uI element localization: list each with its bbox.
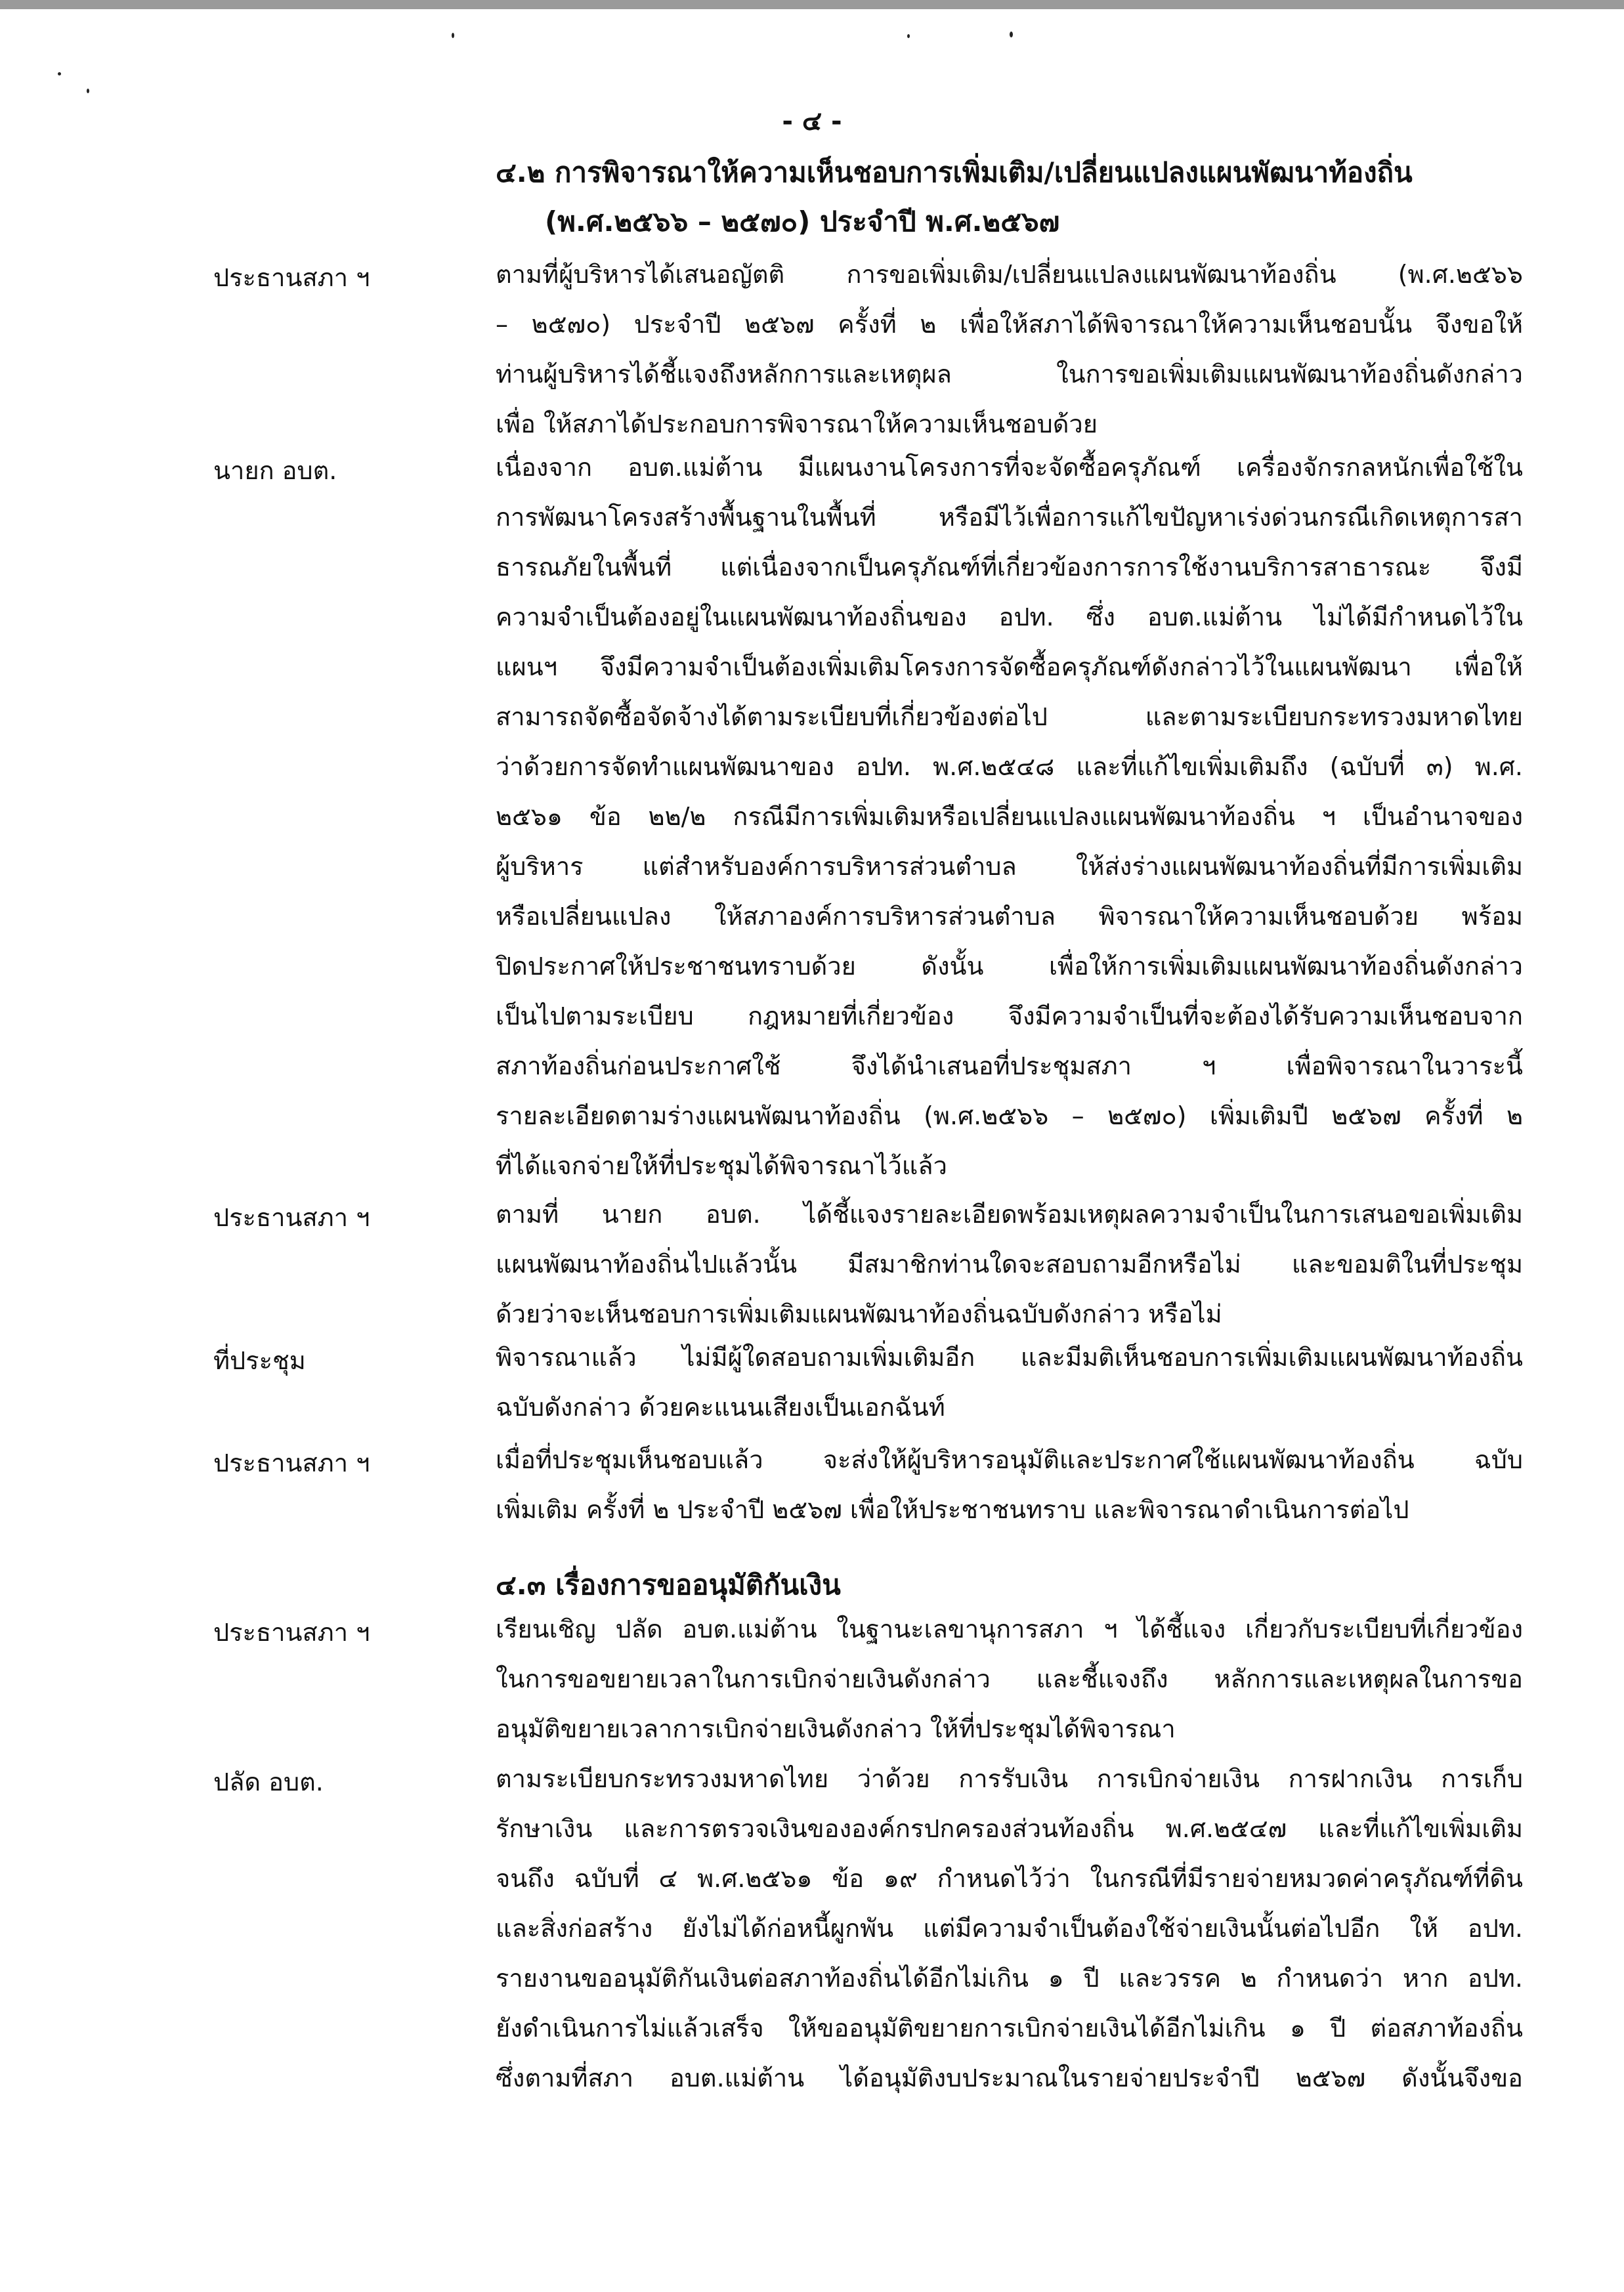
entry-text [496, 249, 1523, 449]
scan-speck [907, 34, 910, 38]
scan-edge-band [0, 0, 1624, 9]
text-line: สามารถจัดซื้อจัดจ้างได้ตามระเบียบที่เกี่ยวข้องต่อไป และตามระเบียบกระทรวงมหาดไทย [496, 702, 1523, 731]
text-line: หรือเปลี่ยนแปลง ให้สภาองค์การบริหารส่วนตำบล พิจารณาให้ความเห็นชอบด้วย พร้อม [496, 902, 1523, 931]
text-line: ว่าด้วยการจัดทำแผนพัฒนาของ อปท. พ.ศ.๒๕๔๘ และที่แก้ไขเพิ่มเติมถึง (ฉบับที่ ๓) พ.ศ. [496, 752, 1523, 781]
text-line: เมื่อที่ประชุมเห็นชอบแล้ว จะส่งให้ผู้บริหารอนุมัติและประกาศใช้แผนพัฒนาท้องถิ่น ฉบับ [496, 1445, 1523, 1474]
speaker-label: นายก อบต. [213, 456, 337, 485]
text-line: การพัฒนาโครงสร้างพื้นฐานในพื้นที่ หรือมีไว้เพื่อการแก้ไขปัญหาเร่งด่วนกรณีเกิดเหตุการสา [496, 503, 1523, 532]
text-line: – ๒๕๗๐) ประจำปี ๒๕๖๗ ครั้งที่ ๒ เพื่อให้สภาได้พิจารณาให้ความเห็นชอบนั้น จึงขอให้ [496, 310, 1523, 339]
entry-text [496, 1604, 1523, 1754]
text-line: จนถึง ฉบับที่ ๔ พ.ศ.๒๕๖๑ ข้อ ๑๙ กำหนดไว้ว่า ในกรณีที่มีรายจ่ายหมวดค่าครุภัณฑ์ที่ดิน [496, 1864, 1523, 1893]
scan-speck [452, 33, 454, 38]
section-heading-4-2-line-2: (พ.ศ.๒๕๖๖ – ๒๕๗๐) ประจำปี พ.ศ.๒๕๖๗ [545, 205, 1060, 238]
speaker-label: ปลัด อบต. [213, 1768, 324, 1796]
text-line: สภาท้องถิ่นก่อนประกาศใช้ จึงได้นำเสนอที่ประชุมสภา ฯ เพื่อพิจารณาในวาระนี้ [496, 1051, 1523, 1080]
speaker-label: ที่ประชุม [213, 1346, 306, 1375]
page-number: - ๔ - [782, 106, 842, 137]
text-line: ที่ได้แจกจ่ายให้ที่ประชุมได้พิจารณาไว้แล้ว [496, 1151, 947, 1180]
text-line: ผู้บริหาร แต่สำหรับองค์การบริหารส่วนตำบล ให้ส่งร่างแผนพัฒนาท้องถิ่นที่มีการเพิ่มเติม [496, 852, 1523, 881]
scan-speck [1010, 32, 1013, 37]
text-line: รายละเอียดตามร่างแผนพัฒนาท้องถิ่น (พ.ศ.๒๕๖๖ – ๒๕๗๐) เพิ่มเติมปี ๒๕๖๗ ครั้งที่ ๒ [496, 1101, 1523, 1130]
text-line: ซึ่งตามที่สภา อบต.แม่ต้าน ได้อนุมัติงบประมาณในรายจ่ายประจำปี ๒๕๖๗ ดังนั้นจึงขอ [496, 2064, 1523, 2092]
text-line: รายงานขออนุมัติกันเงินต่อสภาท้องถิ่นได้อีกไม่เกิน ๑ ปี และวรรค ๒ กำหนดว่า หาก อปท. [496, 1964, 1523, 1993]
text-line: ฉบับดังกล่าว ด้วยคะแนนเสียงเป็นเอกฉันท์ [496, 1393, 945, 1422]
text-line: แผนฯ จึงมีความจำเป็นต้องเพิ่มเติมโครงการจัดซื้อครุภัณฑ์ดังกล่าวไว้ในแผนพัฒนา เพื่อให้ [496, 652, 1523, 681]
text-line: เพื่อ ให้สภาได้ประกอบการพิจารณาให้ความเห็นชอบด้วย [496, 410, 1098, 438]
entry-text [496, 1754, 1523, 2103]
text-line: ปิดประกาศให้ประชาชนทราบด้วย ดังนั้น เพื่อให้การเพิ่มเติมแผนพัฒนาท้องถิ่นดังกล่าว [496, 952, 1523, 981]
text-line: ตามที่ผู้บริหารได้เสนอญัตติ การขอเพิ่มเติม/เปลี่ยนแปลงแผนพัฒนาท้องถิ่น (พ.ศ.๒๕๖๖ [496, 260, 1523, 289]
text-line: ด้วยว่าจะเห็นชอบการเพิ่มเติมแผนพัฒนาท้องถิ่นฉบับดังกล่าว หรือไม่ [496, 1300, 1222, 1328]
speaker-label: ประธานสภา ฯ [213, 1203, 370, 1232]
text-line: ท่านผู้บริหารได้ชี้แจงถึงหลักการและเหตุผล ในการขอเพิ่มเติมแผนพัฒนาท้องถิ่นดังกล่าว [496, 360, 1523, 389]
scan-speck [87, 89, 89, 93]
entry-text [496, 1189, 1523, 1339]
entry-text [496, 442, 1523, 1191]
text-line: ยังดำเนินการไม่แล้วเสร็จ ให้ขออนุมัติขยายการเบิกจ่ายเงินได้อีกไม่เกิน ๑ ปี ต่อสภาท้องถิ่น [496, 2014, 1523, 2043]
text-line: ๒๕๖๑ ข้อ ๒๒/๒ กรณีมีการเพิ่มเติมหรือเปลี่ยนแปลงแผนพัฒนาท้องถิ่น ฯ เป็นอำนาจของ [496, 802, 1523, 831]
text-line: เป็นไปตามระเบียบ กฎหมายที่เกี่ยวข้อง จึงมีความจำเป็นที่จะต้องได้รับความเห็นชอบจาก [496, 1002, 1523, 1030]
text-line: ตามระเบียบกระทรวงมหาดไทย ว่าด้วย การรับเงิน การเบิกจ่ายเงิน การฝากเงิน การเก็บ [496, 1764, 1523, 1793]
text-line: รักษาเงิน และการตรวจเงินขององค์กรปกครองส่วนท้องถิ่น พ.ศ.๒๕๔๗ และที่แก้ไขเพิ่มเติม [496, 1814, 1523, 1843]
text-line: ตามที่ นายก อบต. ได้ชี้แจงรายละเอียดพร้อมเหตุผลความจำเป็นในการเสนอขอเพิ่มเติม [496, 1200, 1523, 1229]
speaker-label: ประธานสภา ฯ [213, 1449, 370, 1477]
text-line: เรียนเชิญ ปลัด อบต.แม่ต้าน ในฐานะเลขานุการสภา ฯ ได้ชี้แจง เกี่ยวกับระเบียบที่เกี่ยวข้อง [496, 1615, 1523, 1644]
text-line: เนื่องจาก อบต.แม่ต้าน มีแผนงานโครงการที่จะจัดซื้อครุภัณฑ์ เครื่องจักรกลหนักเพื่อใช้ใน [496, 453, 1523, 482]
text-line: เพิ่มเติม ครั้งที่ ๒ ประจำปี ๒๕๖๗ เพื่อให้ประชาชนทราบ และพิจารณาดำเนินการต่อไป [496, 1495, 1409, 1524]
text-line: ธารณภัยในพื้นที่ แต่เนื่องจากเป็นครุภัณฑ์ที่เกี่ยวข้องการการใช้งานบริการสาธารณะ จึงมี [496, 553, 1523, 582]
entry-text [496, 1332, 1523, 1432]
scan-speck [58, 72, 61, 75]
speaker-label: ประธานสภา ฯ [213, 1618, 370, 1647]
text-line: พิจารณาแล้ว ไม่มีผู้ใดสอบถามเพิ่มเติมอีก และมีมติเห็นชอบการเพิ่มเติมแผนพัฒนาท้องถิ่น [496, 1343, 1523, 1372]
section-heading-4-3: ๔.๓ เรื่องการขออนุมัติกันเงิน [496, 1569, 841, 1601]
section-heading-4-2-line-1: ๔.๒ การพิจารณาให้ความเห็นชอบการเพิ่มเติม/เปลี่ยนแปลงแผนพัฒนาท้องถิ่น [496, 156, 1413, 188]
text-line: อนุมัติขยายเวลาการเบิกจ่ายเงินดังกล่าว ให้ที่ประชุมได้พิจารณา [496, 1714, 1176, 1743]
text-line: แผนพัฒนาท้องถิ่นไปแล้วนั้น มีสมาชิกท่านใดจะสอบถามอีกหรือไม่ และขอมติในที่ประชุม [496, 1250, 1523, 1279]
entry-text [496, 1435, 1523, 1535]
text-line: ในการขอขยายเวลาในการเบิกจ่ายเงินดังกล่าว และชี้แจงถึง หลักการและเหตุผลในการขอ [496, 1665, 1523, 1693]
text-line: ความจำเป็นต้องอยู่ในแผนพัฒนาท้องถิ่นของ อปท. ซึ่ง อบต.แม่ต้าน ไม่ได้มีกำหนดไว้ใน [496, 603, 1523, 631]
text-line: และสิ่งก่อสร้าง ยังไม่ได้ก่อหนี้ผูกพัน แต่มีความจำเป็นต้องใช้จ่ายเงินนั้นต่อไปอีก ให้ อปท. [496, 1914, 1523, 1943]
speaker-label: ประธานสภา ฯ [213, 263, 370, 292]
